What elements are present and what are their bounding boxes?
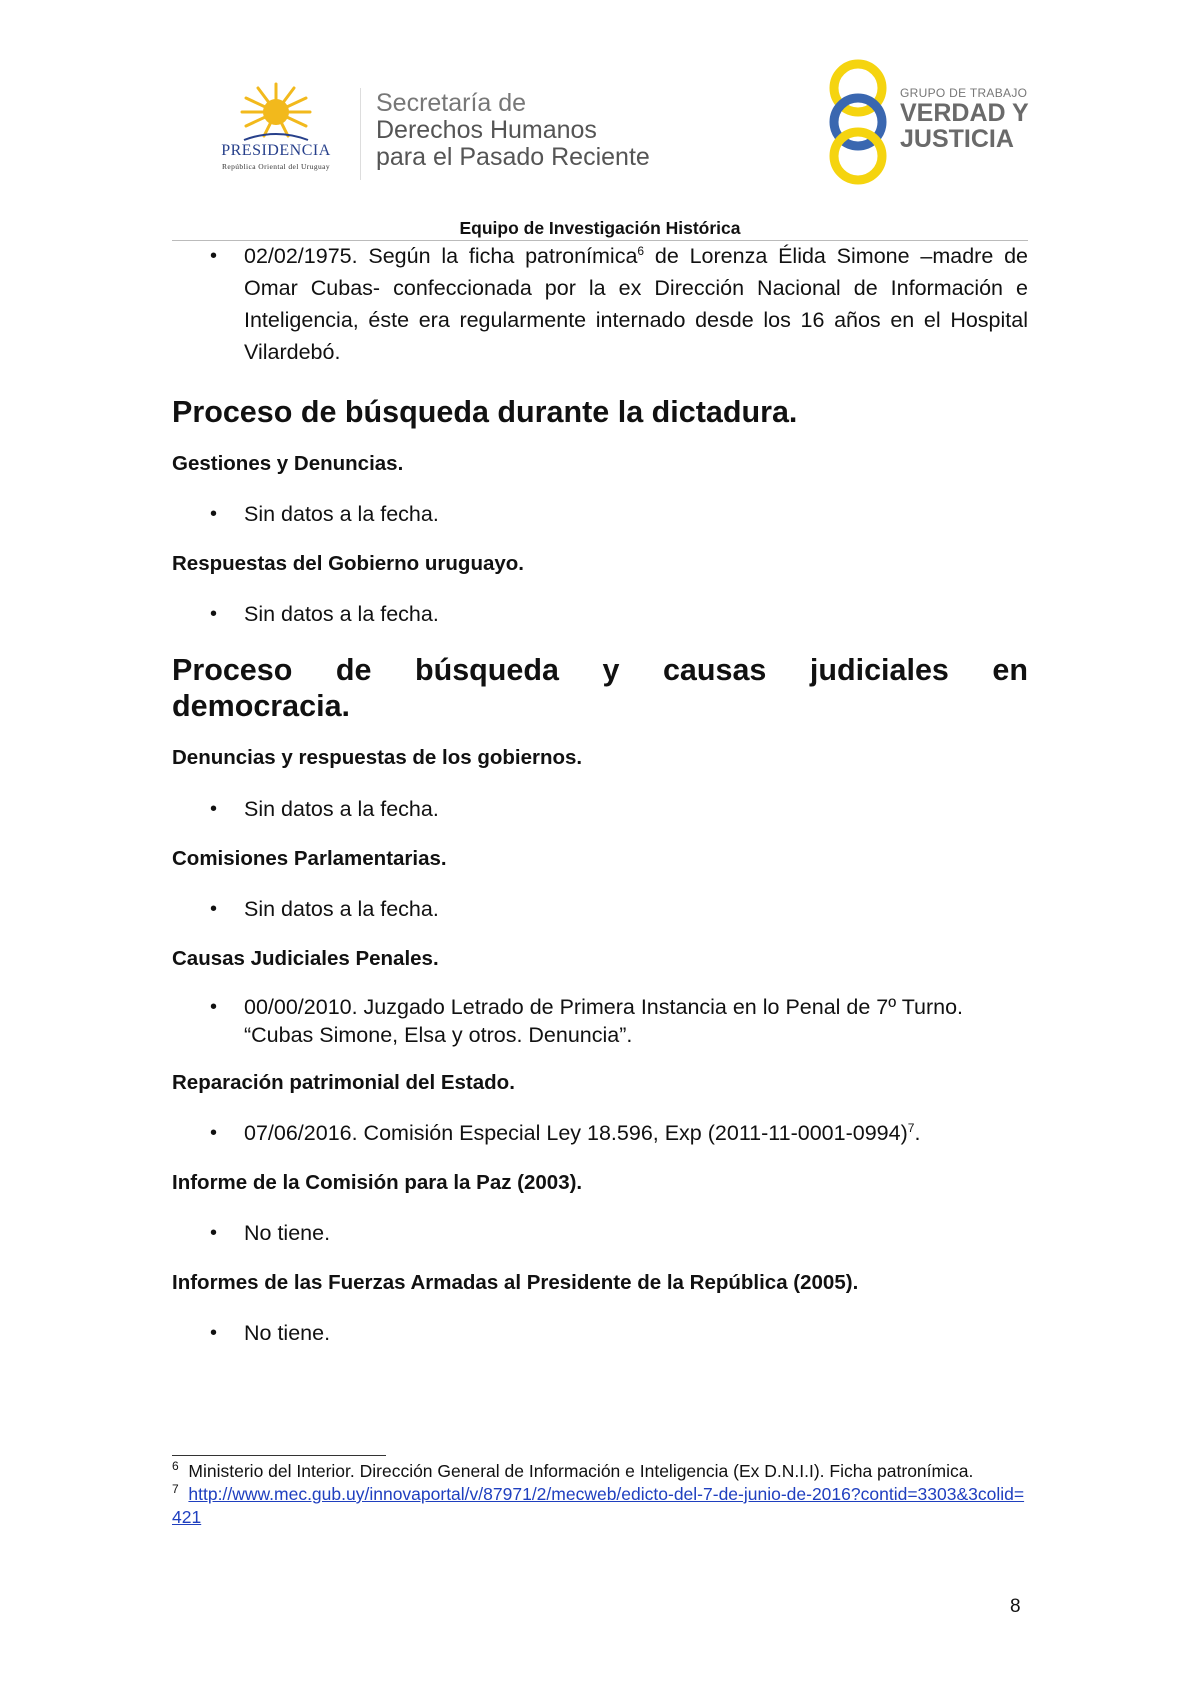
presidencia-sub-label: República Oriental del Uruguay <box>221 162 330 171</box>
secretaria-line1: Secretaría de <box>376 89 527 117</box>
secretaria-line2: Derechos Humanos <box>376 116 597 144</box>
list-item <box>172 240 1028 368</box>
bullet-glyph: • <box>210 898 218 920</box>
justicia-label: JUSTICIA <box>900 125 1014 153</box>
bullet-glyph: • <box>210 1222 218 1244</box>
list-item <box>172 598 1028 630</box>
list-item <box>172 1217 1028 1249</box>
subsection-heading: Causas Judiciales Penales. <box>172 947 439 970</box>
subsection-heading: Informe de la Comisión para la Paz (2003). <box>172 1171 583 1194</box>
page-number: 8 <box>1010 1596 1021 1617</box>
list-item <box>172 498 1028 530</box>
verdad-justicia-logo <box>820 56 1040 186</box>
list-item <box>172 1117 1028 1149</box>
page-header <box>0 0 1190 238</box>
footnote-ref-6: 6 <box>637 243 645 258</box>
list-item <box>172 793 1028 825</box>
presidencia-label: PRESIDENCIA <box>221 142 331 159</box>
footnote-number: 7 <box>172 1482 179 1497</box>
section-title: Proceso de búsqueda durante la dictadura. <box>172 395 798 429</box>
subsection-heading: Informes de las Fuerzas Armadas al Presidente de la República (2005). <box>172 1271 859 1294</box>
list-item-text: Sin datos a la fecha. <box>244 797 439 821</box>
list-item-text-a: 07/06/2016. Comisión Especial Ley 18.596, Exp (2011-11-0001-0994) <box>244 1121 908 1145</box>
document-body <box>172 240 1028 1349</box>
list-item-text: 00/00/2010. Juzgado Letrado de Primera Instancia en lo Penal de 7º Turno. “Cubas Simone, Elsa y otros. Denuncia”. <box>244 995 964 1047</box>
footnote-7 <box>172 1483 1028 1529</box>
rings-icon <box>820 56 900 186</box>
secretaria-logo-text <box>376 90 650 171</box>
list-item-text: Sin datos a la fecha. <box>244 602 439 626</box>
equipo-title: Equipo de Investigación Histórica <box>459 218 741 238</box>
secretaria-line3: para el Pasado Reciente <box>376 143 650 171</box>
bullet-glyph: • <box>210 603 218 625</box>
bullet-glyph: • <box>210 798 218 820</box>
subsection-heading: Reparación patrimonial del Estado. <box>172 1071 515 1094</box>
bullet-glyph: • <box>210 996 218 1018</box>
intro-text-b: de Lorenza Élida Simone –madre de Omar Cubas- confeccionada por la ex Dirección Nacional de Información e Inteligencia, éste era regularmente internado desde los 16 años en el Hospital Vilardebó. <box>244 244 1028 364</box>
list-item-text-b: . <box>914 1121 921 1145</box>
subsection-heading: Denuncias y respuestas de los gobiernos. <box>172 746 583 769</box>
sun-icon <box>236 80 316 150</box>
subsection-heading: Gestiones y Denuncias. <box>172 452 404 475</box>
list-item-text: Sin datos a la fecha. <box>244 897 439 921</box>
presidencia-logo <box>196 80 356 180</box>
verdad-label: VERDAD Y <box>900 99 1029 127</box>
grupo-trabajo-label: GRUPO DE TRABAJO <box>900 86 1028 100</box>
footnote-text: Ministerio del Interior. Dirección General de Información e Inteligencia (Ex D.N.I.I). Ficha patronímica. <box>188 1461 974 1481</box>
bullet-glyph: • <box>210 1122 218 1144</box>
list-item <box>172 1317 1028 1349</box>
subsection-heading: Respuestas del Gobierno uruguayo. <box>172 552 524 575</box>
verdad-justicia-label <box>900 100 1029 152</box>
list-item-text: No tiene. <box>244 1221 331 1245</box>
intro-text-a: 02/02/1975. Según la ficha patronímica <box>244 244 638 268</box>
section-title-line2: democracia. <box>172 689 351 723</box>
list-item-text: No tiene. <box>244 1321 331 1345</box>
footnote-ref-7: 7 <box>907 1120 915 1135</box>
bullet-glyph: • <box>210 503 218 525</box>
list-item-text: Sin datos a la fecha. <box>244 502 439 526</box>
section-title-line1: Proceso de búsqueda y causas judiciales en <box>172 653 1028 687</box>
footnote-number: 6 <box>172 1459 179 1474</box>
footnotes <box>172 1460 1028 1529</box>
footnote-rule <box>172 1455 386 1456</box>
logo-divider <box>360 88 361 180</box>
list-item <box>172 993 1004 1049</box>
subsection-heading: Comisiones Parlamentarias. <box>172 847 447 870</box>
list-item <box>172 893 1028 925</box>
bullet-glyph: • <box>210 1322 218 1344</box>
bullet-glyph: • <box>210 245 218 267</box>
footnote-6 <box>172 1460 1028 1483</box>
footnote-link[interactable]: http://www.mec.gub.uy/innovaportal/v/87971/2/mecweb/edicto-del-7-de-junio-de-2016?contid=3303&3colid=421 <box>172 1484 1025 1527</box>
section-title <box>172 652 1028 724</box>
